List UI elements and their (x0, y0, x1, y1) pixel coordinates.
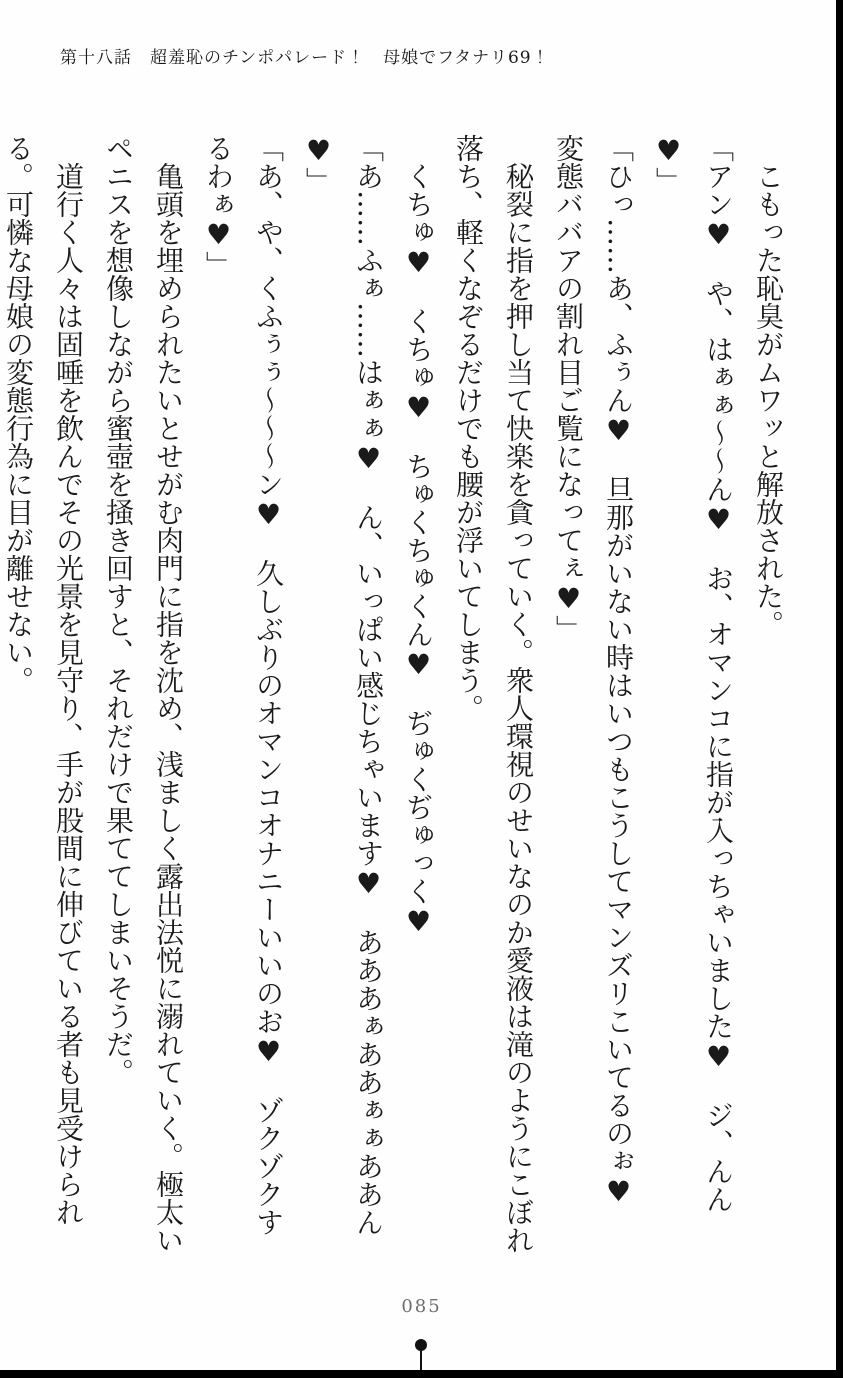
paragraph-narration: 道行く人々は固唾を飲んでその光景を見守り、手が股間に伸びている者も見受けられる。可憐な母娘の変態行為に目が離せない。 (2, 134, 85, 1226)
chapter-header: 第十八話 超羞恥のチンポパレード！ 母娘でフタナリ69！ (60, 48, 550, 68)
paragraph-narration: 秘裂に指を押し当て快楽を貪っていく。衆人環視のせいなのか愛液は滝のようにこぼれ落ち、軽くなぞるだけでも腰が浮いてしまう。 (452, 134, 535, 1254)
page-edge-bottom (0, 1370, 843, 1378)
paragraph-sfx: くちゅ♥ くちゅ♥ ちゅくちゅくん♥ ぢゅくぢゅっく♥ (402, 162, 435, 938)
body-text (2, 134, 793, 1258)
page-marker-line (420, 1350, 422, 1371)
page-number: 085 (401, 1296, 442, 1317)
paragraph-dialogue: 「あ、や、くふぅぅ～～～ン♥ 久しぶりのオマンコオナニーいいのお♥ ゾクゾクするわぁ♥」 (202, 134, 285, 1236)
paragraph-narration: 亀頭を埋められたいとせがむ肉門に指を沈め、浅ましく露出法悦に溺れていく。極太いペニスを想像しながら蜜壺を掻き回すと、それだけで果ててしまいそうだ。 (102, 134, 185, 1254)
paragraph-dialogue: 「ひっ……あ、ふぅん♥ 旦那がいない時はいつもこうしてマンズリこいてるのぉ♥ 変態ババアの割れ目ご覧になってぇ♥」 (552, 134, 635, 1236)
paragraph-dialogue: 「あ……ふぁ……はぁぁ♥ ん、いっぱい感じちゃいます♥ あああぁああぁぁああん♥」 (302, 134, 385, 1236)
paragraph-narration: こもった恥臭がムワッと解放された。 (752, 162, 785, 638)
paragraph-dialogue: 「アン♥ や、はぁぁ～～ん♥ お、オマンコに指が入っちゃいました♥ ジ、んん♥」 (652, 134, 735, 1213)
page-edge-right (836, 0, 843, 1378)
